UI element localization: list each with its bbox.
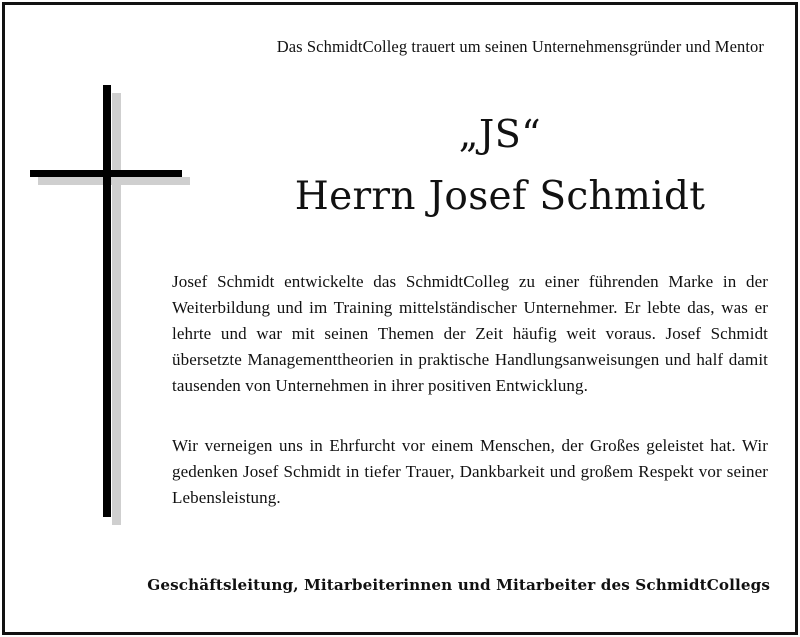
signoff-line: Geschäftsleitung, Mitarbeiterinnen und Mitarbeiter des SchmidtCollegs: [147, 576, 770, 594]
tribute-paragraph-1: Josef Schmidt entwickelte das SchmidtColleg zu einer führenden Marke in der Weiterbildung und im Training mittelständischer Unternehmer. Er lebte das, was er lehrte und war mit seinen Themen der Zeit häufig weit voraus. Josef Schmidt übersetzte Managementtheorien in praktische Handlungsanweisungen und half damit tausenden von Unternehmen in ihrer positiven Entwicklung.: [172, 272, 768, 395]
tribute-paragraph-2: Wir verneigen uns in Ehrfurcht vor einem Menschen, der Großes geleistet hat. Wir gedenken Josef Schmidt in tiefer Trauer, Dankbarkeit und großem Respekt vor seiner Lebensleistung.: [172, 436, 768, 507]
intro-line: Das SchmidtColleg trauert um seinen Unternehmensgründer und Mentor: [276, 37, 764, 56]
deceased-initials: „JS“: [458, 112, 542, 156]
deceased-name: Herrn Josef Schmidt: [294, 174, 706, 219]
